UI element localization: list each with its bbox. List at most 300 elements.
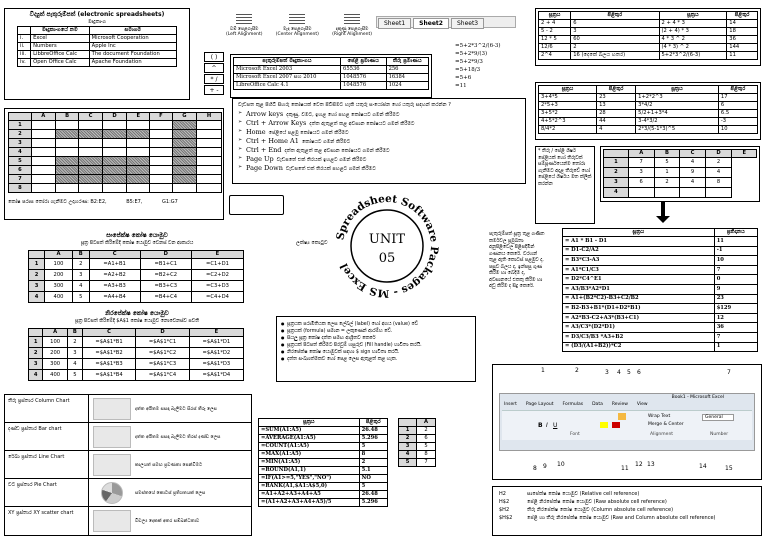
nav-key: Page Down (246, 164, 283, 172)
small-a-table (398, 418, 436, 467)
absolute-cell: 100 (43, 337, 68, 348)
range-cell[interactable] (127, 130, 150, 139)
range-box (4, 108, 224, 220)
programs-header: මෘදුකාංගයේ නම (31, 27, 90, 35)
callout-shape (229, 195, 284, 215)
relative-title: සාපේක්ෂ කෝෂ යොමුව (106, 232, 168, 239)
absolute-cell: 5 (67, 370, 82, 381)
range-cell[interactable] (79, 121, 102, 130)
formula-note: ● සූත්‍රයක් පිටපත් කිරීමට පිරවුම් හසුරුව (Fill handle) භාවිතා කරයි. (281, 342, 471, 348)
ops2-cell: 3-4*3/2 (636, 118, 719, 126)
range-col-header: B (55, 113, 79, 121)
formulas2-cell: 1 (714, 342, 757, 352)
small-a-cell: 2 (399, 435, 417, 443)
italic-icon[interactable]: I (546, 422, 548, 429)
alignment-icons (226, 14, 372, 48)
nav-desc: වැඩපතේ එක් තිරයක් ඉහළට ගමන් කිරීමට (276, 157, 367, 163)
functions-cell: =MAX(A1:A5) (259, 451, 360, 459)
ops2-cell: 8/4*2 (539, 126, 597, 134)
range-cell[interactable] (127, 166, 150, 175)
ribbon-font-group: Font (570, 432, 580, 437)
ops1-header: සූත්‍රය (539, 12, 571, 20)
range-cell[interactable] (150, 175, 173, 184)
absolute-col-header: E (189, 329, 243, 337)
align-item[interactable] (226, 14, 262, 37)
range-cell[interactable] (127, 139, 150, 148)
formulas2-box (562, 228, 760, 352)
absolute-cell: =$A$1*C4 (136, 370, 190, 381)
range-cell[interactable] (172, 130, 197, 139)
ops2-cell: 6.5 (718, 110, 757, 118)
absolute-cell: 400 (43, 370, 68, 381)
font-color-icon[interactable] (612, 422, 620, 428)
sheet-tab[interactable]: Sheet1 (378, 18, 411, 29)
programs-cell: i. (18, 35, 31, 43)
nav-key: Ctrl + Arrow Keys (246, 119, 307, 127)
range-cell[interactable] (31, 175, 55, 184)
programs-cell: Microsoft Cooperation (89, 35, 176, 43)
align-center-icon[interactable] (289, 14, 305, 24)
absolute-col-header (29, 329, 43, 337)
relative-col-header: D (140, 251, 191, 259)
range-cell[interactable] (172, 166, 197, 175)
ops2-cell: 10 (718, 126, 757, 134)
unit-number: 05 (378, 251, 396, 266)
unit-circle (332, 186, 442, 306)
absolute-cell: 2 (67, 337, 82, 348)
functions-cell: 5.296 (359, 435, 387, 443)
chart-type-desc: කාලයත් සමඟ ප්‍රවණතා පෙන්වීමට (135, 462, 203, 468)
formulas2-cell: = A3/B3*A2*D1 (563, 284, 715, 294)
range-cell[interactable] (79, 130, 102, 139)
ops2-cell: 4+5*2^3 (539, 118, 597, 126)
align-item[interactable] (332, 14, 372, 37)
nav-item (238, 146, 520, 154)
ops1-cell: 2 + 4 (539, 20, 571, 28)
limits-row (234, 66, 429, 74)
limits-header: තීරු ප්‍රමාණය (386, 58, 428, 66)
functions-cell: 8 (359, 451, 387, 459)
ref-desc: පේළි නිරපේක්ෂ කෝෂ යොමුව (Raw absolute cell reference) (527, 499, 667, 505)
ribbon-callout-number: 12 (635, 461, 643, 468)
relative-cell: =B1+C1 (140, 259, 191, 270)
ops2-cell: 13 (597, 102, 636, 110)
range-cell[interactable] (102, 157, 127, 166)
order-note-text: පැතුරුම්පත් සූත්‍ර තුළ ගණිත කර්මවල ප්‍රමුඛතා අනුපිළිවෙල පිළිපදිමින් ගණනය කෙරේ. වරහන් තුළ ඇති කොටස් පළමුව ද, පසුව බලය ද, ඉන්පසු ගුණ කිරීම හා බෙදීම ද, අවසානයේ එකතු කිරීම හා අඩු කිරීම ද සිදු කෙරේ. (489, 232, 545, 289)
range-ex2: G1:G7 (162, 199, 178, 205)
range-cell[interactable] (197, 121, 222, 130)
formulas2-cell: 10 (714, 256, 757, 266)
range-cell[interactable] (150, 148, 173, 157)
absolute-cell: =$A$1*B1 (82, 337, 135, 348)
programs-table (17, 26, 177, 67)
ribbon-merge[interactable]: Merge & Center (648, 422, 684, 427)
programs-row (18, 51, 177, 59)
range-cell[interactable] (127, 148, 150, 157)
functions-header: පිළිතුර (359, 419, 387, 427)
functions-cell: 26.48 (359, 427, 387, 435)
small-a-cell: 5 (417, 443, 436, 451)
range-cell[interactable] (127, 121, 150, 130)
range-cell[interactable] (102, 121, 127, 130)
ops2-cell: 2*3/(5-1*3)^5 (636, 126, 719, 134)
formulas2-header: සූත්‍රය (563, 229, 715, 237)
ref-code: $H2 (499, 507, 510, 513)
ribbon-callout-number: 13 (647, 461, 655, 468)
range-cell[interactable] (55, 130, 79, 139)
ribbon-callout-number: 6 (637, 369, 641, 376)
functions-cell: =AVERAGE(A1:A5) (259, 435, 360, 443)
formulas2-cell: = A1 * B1 - D1 (563, 237, 715, 247)
range-row-header: 2 (9, 130, 32, 139)
ribbon-callout-number: 9 (543, 463, 547, 470)
range-cell[interactable] (197, 157, 222, 166)
nav-key: Arrow keys (246, 110, 284, 118)
sheet-tab[interactable]: Sheet2 (413, 18, 449, 29)
underline-icon[interactable]: U (553, 422, 558, 429)
absolute-col-header: D (136, 329, 190, 337)
ops2-cell: 6 (718, 102, 757, 110)
absolute-table (28, 328, 244, 381)
range-cell[interactable] (79, 139, 102, 148)
charts-box (4, 394, 252, 536)
formulas2-cell: 0 (714, 275, 757, 285)
functions-box (258, 418, 388, 507)
nav-item (238, 119, 520, 127)
small-a-cell: 5 (399, 459, 417, 467)
callout-label: ලක්ෂ්‍ය කොටුව (296, 240, 328, 246)
expression-step: =5+2*9/3 (455, 59, 483, 65)
ribbon-tab[interactable]: Review (611, 402, 628, 407)
range-cell[interactable] (31, 121, 55, 130)
programs-cell: Apple Inc (89, 43, 176, 51)
grid2-cell: 5 (654, 158, 680, 168)
ops1-row (539, 36, 758, 44)
ref-desc: සාපේක්ෂ කෝෂ යොමුව (Relative cell reference) (527, 491, 640, 497)
ribbon-callout-number: 7 (727, 369, 731, 376)
relative-cell: =C3+D3 (191, 281, 243, 292)
ops2-cell: 1+2*2^3 (636, 94, 719, 102)
relative-cell: =B3+C3 (140, 281, 191, 292)
align-left-icon[interactable] (236, 14, 252, 24)
align-right-icon[interactable] (344, 14, 360, 24)
range-cell[interactable] (55, 157, 79, 166)
range-col-header: D (102, 113, 127, 121)
small-a-cell: 4 (399, 451, 417, 459)
range-cell[interactable] (172, 184, 197, 193)
range-cell[interactable] (150, 121, 173, 130)
ops2-header: සූත්‍රය (636, 86, 719, 94)
range-cell[interactable] (127, 184, 150, 193)
range-cell[interactable] (172, 175, 197, 184)
range-col-header (9, 113, 32, 121)
range-cell[interactable] (55, 175, 79, 184)
programs-row (18, 59, 177, 67)
range-cell[interactable] (172, 121, 197, 130)
grid2-cell: 3 (628, 168, 654, 178)
range-cell[interactable] (55, 184, 79, 193)
formulas2-cell: 7 (714, 332, 757, 342)
limits-cell: 65536 (341, 66, 387, 74)
relative-cell: 2 (72, 259, 89, 270)
relative-cell: 400 (45, 292, 73, 303)
grid2-row-header: 2 (604, 168, 629, 178)
range-cell[interactable] (172, 139, 197, 148)
formulas2-cell: 12 (714, 313, 757, 323)
relative-cell: 200 (45, 270, 73, 281)
small-a-cell: 2 (417, 427, 436, 435)
range-cell[interactable] (197, 175, 222, 184)
relative-cell: =C4+D4 (191, 292, 243, 303)
ops2-cell: 44 (597, 118, 636, 126)
range-cell[interactable] (55, 121, 79, 130)
ops1-cell: 36 (727, 36, 758, 44)
ribbon-tab[interactable]: Insert (504, 402, 517, 407)
limits-cell: 256 (386, 66, 428, 74)
align-label-en: (Left Alignment) (226, 32, 263, 37)
relative-cell: =A2+B2 (89, 270, 140, 281)
align-item[interactable] (276, 14, 319, 37)
programs-subtitle: මෘදුකාංග (87, 19, 106, 25)
chart-type-row (5, 423, 251, 451)
relative-cell: 3 (72, 270, 89, 281)
functions-cell: 5.296 (359, 499, 387, 507)
chart-type-name: XY ප්‍රස්තාර XY scatter chart (5, 507, 89, 535)
absolute-cell: =$A$1*C3 (136, 359, 190, 370)
range-cell[interactable] (79, 166, 102, 175)
ops-table-2-box (535, 82, 761, 140)
ribbon-tab[interactable]: Data (592, 402, 603, 407)
ribbon-align-group: Alignment (650, 432, 674, 437)
limits-row (234, 82, 429, 90)
range-cell[interactable] (150, 139, 173, 148)
range-ex1: B5:E7, (126, 199, 143, 205)
range-cell[interactable] (79, 148, 102, 157)
programs-cell: Open Office Calc (31, 59, 90, 67)
ribbon-callout-number: 11 (621, 465, 629, 472)
absolute-cell: =$A$1*C2 (136, 348, 190, 359)
relative-col-header: B (72, 251, 89, 259)
range-cell[interactable] (31, 157, 55, 166)
formula-notes (276, 316, 476, 382)
ribbon-callout-number: 1 (541, 367, 545, 374)
absolute-title: නිරපේක්ෂ කෝෂ යොමුව (105, 310, 169, 317)
programs-cell: iii. (18, 51, 31, 59)
range-cell[interactable] (197, 148, 222, 157)
relative-sub: සූත්‍ර පිටපත් කිරීමේදී කෝෂ යොමුව වෙනස් වන ආකාරය (80, 241, 194, 246)
align-label-en: (Center Alignment) (275, 32, 319, 37)
limits-cell: 16384 (386, 74, 428, 82)
relative-cell: 300 (45, 281, 73, 292)
ops1-header: පිළිතුර (727, 12, 758, 20)
ribbon-panel (499, 393, 755, 451)
ribbon-wrap[interactable]: Wrap Text (648, 414, 671, 419)
range-col-header: E (127, 113, 150, 121)
range-cell[interactable] (55, 139, 79, 148)
nav-item (238, 155, 520, 163)
chart-type-name: රේඛා ප්‍රස්තාර Line Chart (5, 451, 89, 478)
ribbon-tab[interactable]: Page Layout (525, 402, 554, 407)
limits-cell: 1024 (386, 82, 428, 90)
range-cell[interactable] (102, 184, 127, 193)
range-cell[interactable] (31, 166, 55, 175)
formula-note: ● සූත්‍රයක් (formula) සමාන = ලකුණෙන් ආරම්භ වේ. (281, 328, 471, 334)
bold-icon[interactable]: B (538, 422, 543, 429)
range-cell[interactable] (127, 157, 150, 166)
header-note-text: * තීරු / පේළි ශීර්ෂ පේළියක් හෝ තීරුවක් සම්පූර්ණයෙන්ම තෝරා ගැනීමට අදාළ තීරුවේ හෝ පේළියේ ශීර්ෂය මත ක්ලික් කරන්න (538, 149, 592, 187)
ops2-row (539, 110, 758, 118)
relative-section (28, 232, 246, 303)
relative-row-header: 2 (29, 270, 45, 281)
small-a-cell: 8 (417, 451, 436, 459)
range-caption: කෝෂ පරාස තෝරා ගැනීමට උදාහරණ: B2:E2, (8, 199, 107, 205)
range-cell[interactable] (31, 130, 55, 139)
relative-row-header: 1 (29, 259, 45, 270)
grid2-table (603, 149, 757, 198)
ribbon-callout-number: 3 (605, 369, 609, 376)
ops2-row (539, 102, 758, 110)
range-cell[interactable] (102, 130, 127, 139)
limits-cell: 1048576 (341, 74, 387, 82)
range-cell[interactable] (31, 184, 55, 193)
range-cell[interactable] (79, 184, 102, 193)
ops-table-1-box (535, 8, 761, 66)
grid2-row-header: 4 (604, 188, 629, 198)
small-a-cell: 6 (417, 435, 436, 443)
range-cell[interactable] (127, 175, 150, 184)
ops1-row (539, 52, 758, 60)
range-cell[interactable] (197, 184, 222, 193)
limits-table (233, 57, 429, 90)
absolute-section (28, 310, 246, 381)
grid2-cell: 8 (705, 178, 732, 188)
ops2-header: සූත්‍රය (539, 86, 597, 94)
ribbon-tab[interactable]: View (636, 402, 648, 407)
range-cell[interactable] (150, 166, 173, 175)
line-chart-icon (93, 454, 131, 476)
ribbon-callout-number: 8 (533, 465, 537, 472)
range-row-header: 7 (9, 175, 32, 184)
ribbon-callout-number: 4 (617, 369, 621, 376)
range-cell[interactable] (172, 157, 197, 166)
programs-cell: ii. (18, 43, 31, 51)
ops1-cell: (4 * 3) ^ 2 (659, 44, 727, 52)
nav-item (238, 137, 520, 145)
ribbon-general[interactable]: General (702, 414, 734, 421)
absolute-cell: 3 (67, 348, 82, 359)
range-col-header: A (31, 113, 55, 121)
grid2-box (600, 146, 760, 202)
relative-col-header: E (191, 251, 243, 259)
nav-desc: කෝෂයට ගමන් කිරීමට (301, 139, 351, 145)
ref-desc: තීරු නිරපේක්ෂ කෝෂ යොමුව (Column absolute cell reference) (527, 507, 674, 513)
range-row-header: 8 (9, 184, 32, 193)
range-cell[interactable] (172, 148, 197, 157)
formulas2-cell: 36 (714, 323, 757, 333)
ops2-cell: 3*4/2 (636, 102, 719, 110)
range-cell[interactable] (150, 130, 173, 139)
absolute-cell: 4 (67, 359, 82, 370)
range-cell[interactable] (31, 139, 55, 148)
nav-item (238, 164, 520, 172)
formulas2-cell: 7 (714, 265, 757, 275)
functions-cell: =RANK(A1,$A1:A$5,0) (259, 483, 360, 491)
range-cell[interactable] (55, 166, 79, 175)
ops1-cell: (2 + 4) * 3 (659, 28, 727, 36)
operator-symbol: ( ) (204, 52, 224, 62)
relative-row-header: 4 (29, 292, 45, 303)
chart-type-desc: දත්ත අයිතම සසඳා බැලීමට තිරස් දණ්ඩ ලෙස (135, 434, 221, 440)
absolute-cell: =$A$1*D1 (189, 337, 243, 348)
grid2-col-header (604, 150, 629, 158)
nav-item (238, 110, 520, 118)
align-label: වම් පෙළගැසීම (230, 27, 259, 32)
programs-box (4, 8, 190, 100)
ref-code: H2 (499, 491, 506, 497)
ops2-row (539, 126, 758, 134)
range-cell[interactable] (150, 157, 173, 166)
functions-cell: =MIN(A1:A5) (259, 459, 360, 467)
ops1-cell: 60 (571, 36, 659, 44)
ops1-cell: 16 (දෙකේ බලය හතර) (571, 52, 659, 60)
ribbon-tab[interactable]: Formulas (562, 402, 584, 407)
functions-cell: 2 (359, 459, 387, 467)
nav-item (238, 128, 520, 136)
grid2-cell: 7 (628, 158, 654, 168)
range-cell[interactable] (150, 184, 173, 193)
fill-color-icon[interactable] (600, 422, 608, 428)
range-cell[interactable] (55, 148, 79, 157)
range-row-header: 6 (9, 166, 32, 175)
range-cell[interactable] (31, 148, 55, 157)
pie-chart-icon (101, 482, 123, 504)
small-a-box (398, 418, 438, 467)
formula-note: ● සූත්‍රයක පරාමිතියක ලෙස ලේබල් (label) හෝ අගය (value) වේ (281, 321, 471, 327)
grid2-cell (628, 188, 654, 198)
expression-step: =5+2*3^2/(6-3) (455, 43, 501, 49)
nav-desc: දකුණු, වමට, ඉහළ හෝ පහළ කෝෂයට ගමන් කිරීමට (286, 112, 400, 118)
chart-type-desc: දත්ත අයිතම සසඳා බැලීමට සිරස් තීරු ලෙස (135, 406, 217, 412)
align-highlight-icon[interactable] (618, 413, 626, 420)
absolute-cell: =$A$1*D3 (189, 359, 243, 370)
ops1-cell: 2^4 (539, 52, 571, 60)
range-cell[interactable] (79, 157, 102, 166)
range-cell[interactable] (102, 139, 127, 148)
range-cell[interactable] (102, 148, 127, 157)
range-cell[interactable] (79, 175, 102, 184)
range-cell[interactable] (102, 175, 127, 184)
relative-row-header: 3 (29, 281, 45, 292)
ops2-cell: -3 (718, 118, 757, 126)
formulas2-cell: = B3*C3-A3 (563, 256, 715, 266)
formulas2-cell: 23 (714, 294, 757, 304)
absolute-row-header: 2 (29, 348, 43, 359)
small-a-cell: 7 (417, 459, 436, 467)
ribbon-callout-number: 10 (557, 461, 565, 468)
ops1-cell: 11 (727, 52, 758, 60)
relative-col-header: A (45, 251, 73, 259)
range-cell[interactable] (197, 130, 222, 139)
sheet-tab[interactable]: Sheet3 (451, 18, 484, 29)
range-cell[interactable] (197, 166, 222, 175)
range-cell[interactable] (102, 166, 127, 175)
relative-cell: =B2+C2 (140, 270, 191, 281)
chart-type-row (5, 451, 251, 479)
grid2-cell: 6 (628, 178, 654, 188)
range-cell[interactable] (197, 139, 222, 148)
ref-row (499, 514, 755, 522)
ribbon-callout-number: 2 (575, 367, 579, 374)
